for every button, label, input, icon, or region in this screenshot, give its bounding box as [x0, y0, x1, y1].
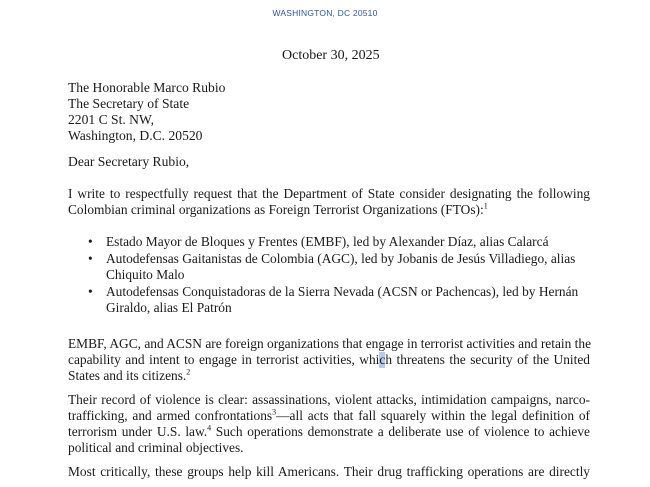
bullet-icon: • [88, 250, 93, 266]
violence-paragraph [68, 392, 590, 456]
footnote-marker: 1 [483, 201, 488, 211]
list-item-text: Autodefensas Conquistadoras de la Sierra Nevada (ACSN or Pachencas), led by Hernán [106, 283, 579, 299]
bullet-icon: • [88, 283, 93, 299]
paragraph-text: capability and intent to engage in terrorist activities, whi [68, 352, 380, 367]
threat-paragraph [68, 336, 590, 384]
bullet-icon: • [88, 234, 93, 249]
organization-list [86, 234, 606, 317]
paragraph-line: Their record of violence is clear: assassinations, violent attacks, intimidation campaigns, narco- [68, 392, 590, 407]
list-item [86, 251, 606, 284]
recipient-address [68, 80, 225, 144]
footnote-marker: 4 [207, 423, 212, 433]
paragraph-text: —all acts that fall squarely within the legal definition of [276, 408, 590, 423]
list-item [86, 284, 606, 317]
paragraph-text: terrorism under U.S. law. [68, 424, 208, 439]
list-item-text: Chiquito Malo [106, 267, 185, 282]
address-line: The Honorable Marco Rubio [68, 80, 226, 95]
footnote-marker: 3 [272, 407, 277, 417]
footnote-marker: 2 [186, 367, 191, 377]
address-line: The Secretary of State [68, 96, 190, 111]
paragraph-text: States and its citizens. [68, 368, 187, 383]
paragraph-line [68, 424, 590, 440]
paragraph-line: I write to respectfully request that the Department of State consider designating the following [68, 186, 590, 201]
paragraph-text: h threatens the security of the United [385, 352, 590, 367]
paragraph-text: Colombian criminal organizations as Foreign Terrorist Organizations (FTOs): [68, 202, 484, 217]
intro-paragraph [68, 186, 590, 218]
list-item-text: Giraldo, alias El Patrón [106, 300, 232, 315]
paragraph-line: Most critically, these groups help kill Americans. Their drug trafficking operations are directly [68, 464, 590, 479]
salutation: Dear Secretary Rubio, [68, 154, 190, 169]
list-item-text: Autodefensas Gaitanistas de Colombia (AGC), led by Jobanis de Jesús Villadiego, alias [106, 250, 576, 266]
list-item-text: Estado Mayor de Bloques y Frentes (EMBF), led by Alexander Díaz, alias Calarcá [106, 234, 549, 249]
paragraph-line [68, 352, 590, 368]
letter-date: October 30, 2025 [282, 48, 380, 63]
paragraph-text: trafficking, and armed confrontations [68, 408, 273, 423]
list-item [86, 234, 606, 251]
paragraph-line [68, 202, 590, 218]
paragraph-line: political and criminal objectives. [68, 440, 244, 455]
letterhead-city: WASHINGTON, DC 20510 [272, 8, 378, 18]
address-line: Washington, D.C. 20520 [68, 128, 203, 143]
paragraph-line [68, 368, 590, 384]
paragraph-text: Such operations demonstrate a deliberate use of violence to achieve [211, 424, 590, 439]
letterhead-seal-fragment [210, 0, 440, 4]
text-cursor-selection[interactable]: c [379, 352, 386, 367]
paragraph-line [68, 408, 590, 424]
americans-paragraph [68, 464, 590, 480]
paragraph-line: EMBF, AGC, and ACSN are foreign organizations that engage in terrorist activities and retain the [68, 336, 592, 351]
address-line: 2201 C St. NW, [68, 112, 154, 127]
